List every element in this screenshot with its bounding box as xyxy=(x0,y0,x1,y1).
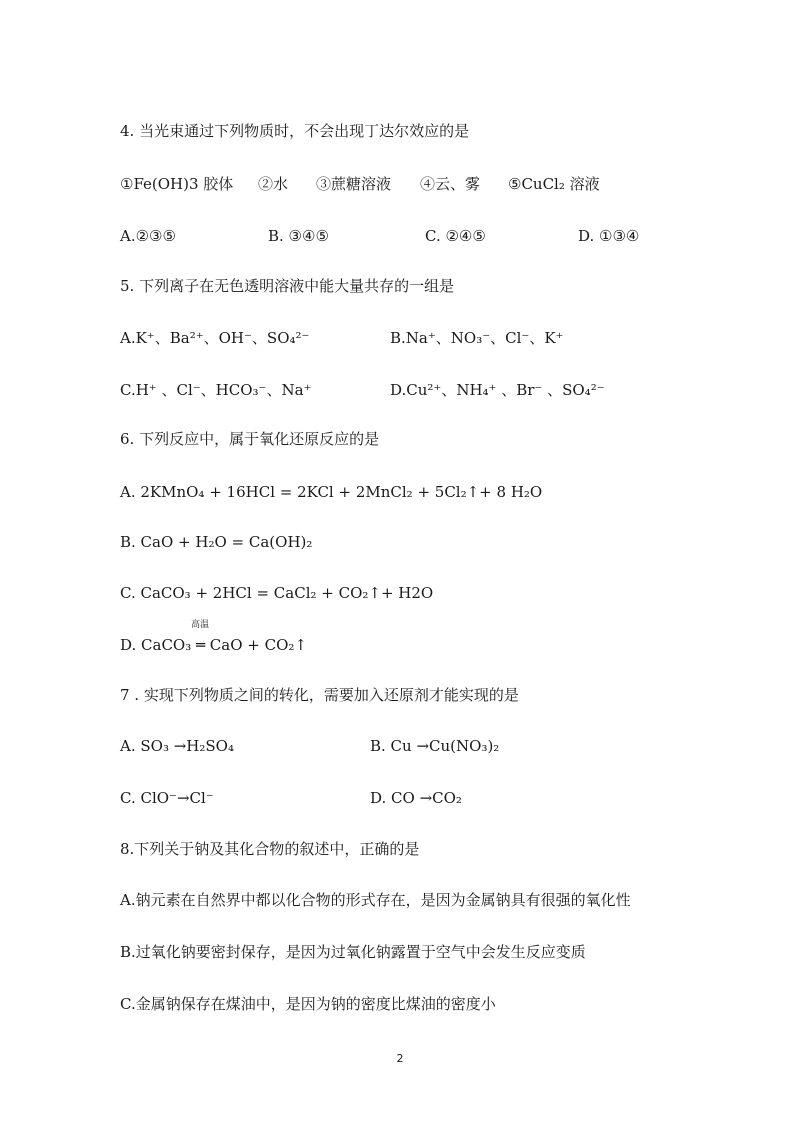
q7-option-b: B. Cu →Cu(NO₃)₂ xyxy=(370,737,500,755)
q4-item-4: ④云、雾 xyxy=(420,175,481,193)
q4-option-c: C. ②④⑤ xyxy=(425,227,486,245)
q8-stem: 8.下列关于钠及其化合物的叙述中，正确的是 xyxy=(120,840,420,858)
q4-item-1: ①Fe(OH)3 胶体 xyxy=(120,175,234,193)
q4-option-a: A.②③⑤ xyxy=(120,227,176,245)
q7-option-a: A. SO₃ →H₂SO₄ xyxy=(120,737,234,755)
q6-option-d-condition: 高温 xyxy=(191,620,210,630)
q4-option-b: B. ③④⑤ xyxy=(268,227,329,245)
q5-option-b: B.Na⁺、NO₃⁻、Cl⁻、K⁺ xyxy=(390,329,564,347)
q4-item-3: ③蔗糖溶液 xyxy=(316,175,392,193)
q8-option-a: A.钠元素在自然界中都以化合物的形式存在，是因为金属钠具有很强的氧化性 xyxy=(120,891,631,909)
q6-option-c: C. CaCO₃ + 2HCl = CaCl₂ + CO₂↑+ H2O xyxy=(120,584,434,602)
q4-option-d: D. ①③④ xyxy=(578,227,640,245)
q8-option-c: C.金属钠保存在煤油中，是因为钠的密度比煤油的密度小 xyxy=(120,995,496,1013)
q8-option-b: B.过氧化钠要密封保存，是因为过氧化钠露置于空气中会发生反应变质 xyxy=(120,943,586,961)
q5-option-d: D.Cu²⁺、NH₄⁺ 、Br⁻ 、SO₄²⁻ xyxy=(390,381,605,399)
q6-option-a: A. 2KMnO₄ + 16HCl = 2KCl + 2MnCl₂ + 5Cl₂↑+ 8 H₂O xyxy=(120,483,543,501)
q4-item-2: ②水 xyxy=(258,175,289,193)
q5-stem: 5. 下列离子在无色透明溶液中能大量共存的一组是 xyxy=(120,277,455,295)
q6-stem: 6. 下列反应中，属于氧化还原反应的是 xyxy=(120,430,380,448)
q4-item-5: ⑤CuCl₂ 溶液 xyxy=(508,175,600,193)
q6-option-d: D. CaCO₃ ═ CaO + CO₂↑ xyxy=(120,636,307,654)
q7-option-c: C. ClO⁻→Cl⁻ xyxy=(120,789,214,807)
q6-option-b: B. CaO + H₂O = Ca(OH)₂ xyxy=(120,533,313,551)
page-number: 2 xyxy=(396,1052,404,1065)
q7-option-d: D. CO →CO₂ xyxy=(370,789,462,807)
q5-option-a: A.K⁺、Ba²⁺、OH⁻、SO₄²⁻ xyxy=(120,329,310,347)
q5-option-c: C.H⁺ 、Cl⁻、HCO₃⁻、Na⁺ xyxy=(120,381,312,399)
q7-stem: 7 . 实现下列物质之间的转化，需要加入还原剂才能实现的是 xyxy=(120,686,519,704)
q4-stem: 4. 当光束通过下列物质时，不会出现丁达尔效应的是 xyxy=(120,122,470,140)
